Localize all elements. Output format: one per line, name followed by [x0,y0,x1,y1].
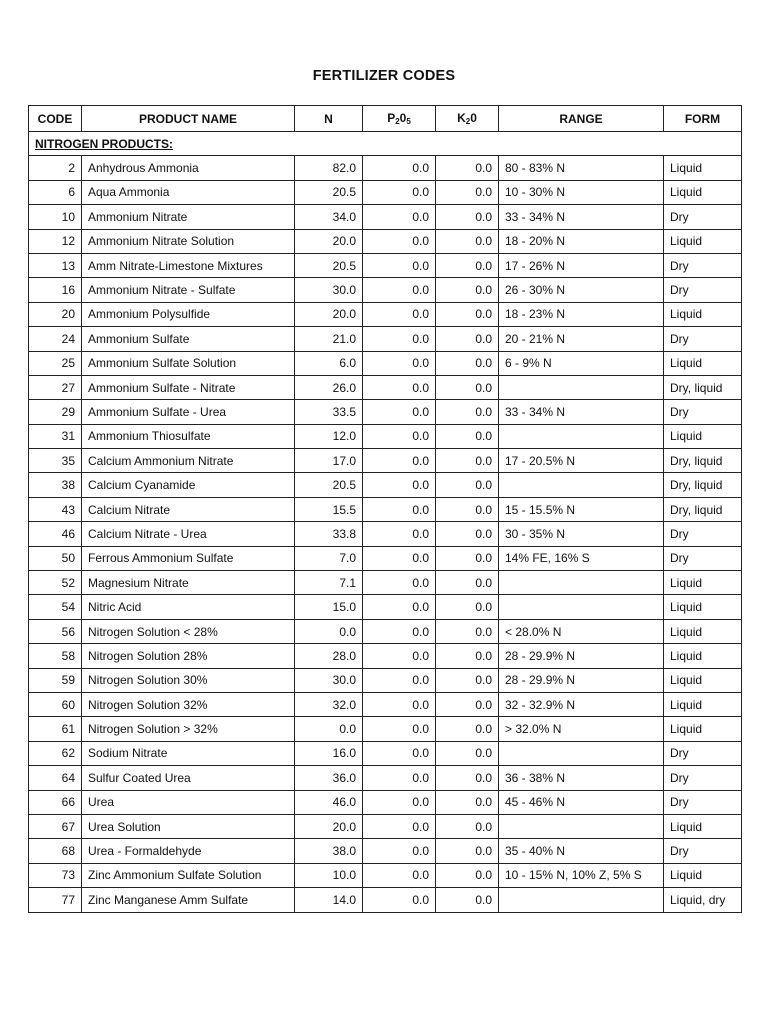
cell-p2o5: 0.0 [363,302,436,326]
cell-range: 15 - 15.5% N [499,497,664,521]
table-row [29,814,742,838]
cell-k2o: 0.0 [436,546,499,570]
cell-n: 33.5 [295,400,363,424]
cell-n: 20.5 [295,473,363,497]
cell-n: 20.5 [295,180,363,204]
cell-product-name: Zinc Ammonium Sulfate Solution [82,863,295,887]
cell-k2o: 0.0 [436,790,499,814]
table-row [29,692,742,716]
table-row [29,863,742,887]
table-row [29,668,742,692]
cell-product-name: Nitrogen Solution > 32% [82,717,295,741]
cell-k2o: 0.0 [436,814,499,838]
cell-n: 0.0 [295,717,363,741]
table-row [29,449,742,473]
cell-range: 33 - 34% N [499,205,664,229]
table-row [29,888,742,912]
cell-code: 29 [29,400,82,424]
cell-n: 7.0 [295,546,363,570]
cell-p2o5: 0.0 [363,888,436,912]
cell-range: 6 - 9% N [499,351,664,375]
cell-k2o: 0.0 [436,497,499,521]
cell-range: 45 - 46% N [499,790,664,814]
cell-form: Dry [664,278,742,302]
cell-code: 6 [29,180,82,204]
cell-n: 36.0 [295,766,363,790]
header-k2o [436,106,499,132]
cell-n: 33.8 [295,522,363,546]
cell-product-name: Calcium Nitrate - Urea [82,522,295,546]
cell-range [499,473,664,497]
cell-k2o: 0.0 [436,595,499,619]
cell-k2o: 0.0 [436,766,499,790]
cell-k2o: 0.0 [436,741,499,765]
cell-code: 61 [29,717,82,741]
cell-p2o5: 0.0 [363,668,436,692]
cell-p2o5: 0.0 [363,766,436,790]
cell-range [499,595,664,619]
table-row [29,473,742,497]
table-row [29,302,742,326]
cell-p2o5: 0.0 [363,814,436,838]
table-row [29,375,742,399]
cell-code: 43 [29,497,82,521]
cell-code: 64 [29,766,82,790]
cell-product-name: Urea Solution [82,814,295,838]
cell-product-name: Ammonium Nitrate Solution [82,229,295,253]
cell-product-name: Amm Nitrate-Limestone Mixtures [82,253,295,277]
table-header-row [29,106,742,132]
header-form: FORM [664,106,742,132]
table-row [29,546,742,570]
cell-product-name: Ammonium Nitrate - Sulfate [82,278,295,302]
cell-range: 32 - 32.9% N [499,692,664,716]
cell-n: 26.0 [295,375,363,399]
table-row [29,424,742,448]
cell-form: Dry [664,400,742,424]
cell-product-name: Sulfur Coated Urea [82,766,295,790]
cell-p2o5: 0.0 [363,449,436,473]
table-row [29,644,742,668]
section-label-nitrogen-products: NITROGEN PRODUCTS: [29,132,742,156]
cell-n: 17.0 [295,449,363,473]
cell-product-name: Nitrogen Solution 32% [82,692,295,716]
page-title: FERTILIZER CODES [312,68,456,84]
cell-k2o: 0.0 [436,253,499,277]
cell-k2o: 0.0 [436,400,499,424]
cell-range: 36 - 38% N [499,766,664,790]
table-row [29,278,742,302]
cell-k2o: 0.0 [436,205,499,229]
cell-n: 32.0 [295,692,363,716]
cell-code: 24 [29,327,82,351]
header-k2o-k: K [457,111,466,125]
cell-p2o5: 0.0 [363,278,436,302]
cell-form: Dry [664,741,742,765]
cell-n: 7.1 [295,571,363,595]
table-row [29,400,742,424]
cell-form: Liquid [664,229,742,253]
cell-range [499,571,664,595]
cell-range: 20 - 21% N [499,327,664,351]
cell-range: 26 - 30% N [499,278,664,302]
cell-code: 2 [29,156,82,180]
cell-p2o5: 0.0 [363,619,436,643]
cell-code: 10 [29,205,82,229]
cell-product-name: Nitrogen Solution 28% [82,644,295,668]
table-row [29,229,742,253]
cell-form: Liquid [664,619,742,643]
header-k2o-end: 0 [470,111,477,125]
cell-product-name: Ammonium Sulfate [82,327,295,351]
cell-form: Liquid [664,595,742,619]
cell-range [499,888,664,912]
cell-p2o5: 0.0 [363,717,436,741]
cell-n: 82.0 [295,156,363,180]
cell-form: Liquid [664,863,742,887]
table-row [29,766,742,790]
cell-form: Dry, liquid [664,375,742,399]
cell-p2o5: 0.0 [363,839,436,863]
cell-k2o: 0.0 [436,327,499,351]
cell-k2o: 0.0 [436,156,499,180]
header-p2o5-sub1: 2 [395,117,400,126]
cell-product-name: Ammonium Thiosulfate [82,424,295,448]
cell-p2o5: 0.0 [363,497,436,521]
cell-k2o: 0.0 [436,644,499,668]
cell-n: 20.0 [295,814,363,838]
table-row [29,351,742,375]
cell-product-name: Zinc Manganese Amm Sulfate [82,888,295,912]
cell-range: 28 - 29.9% N [499,644,664,668]
cell-code: 56 [29,619,82,643]
cell-code: 27 [29,375,82,399]
cell-code: 62 [29,741,82,765]
cell-k2o: 0.0 [436,571,499,595]
cell-range: 10 - 30% N [499,180,664,204]
cell-range: > 32.0% N [499,717,664,741]
table-row [29,741,742,765]
cell-code: 52 [29,571,82,595]
cell-form: Liquid, dry [664,888,742,912]
header-range: RANGE [499,106,664,132]
cell-code: 77 [29,888,82,912]
header-p2o5-sub2: 5 [406,117,411,126]
cell-range: < 28.0% N [499,619,664,643]
cell-code: 54 [29,595,82,619]
header-p2o5-p: P [387,111,396,125]
cell-n: 28.0 [295,644,363,668]
table-row [29,180,742,204]
cell-k2o: 0.0 [436,449,499,473]
cell-p2o5: 0.0 [363,571,436,595]
cell-product-name: Ammonium Sulfate Solution [82,351,295,375]
table-row [29,253,742,277]
cell-k2o: 0.0 [436,839,499,863]
cell-form: Liquid [664,717,742,741]
table-row [29,595,742,619]
cell-n: 12.0 [295,424,363,448]
cell-code: 31 [29,424,82,448]
cell-code: 68 [29,839,82,863]
cell-p2o5: 0.0 [363,327,436,351]
cell-code: 46 [29,522,82,546]
cell-form: Liquid [664,571,742,595]
cell-k2o: 0.0 [436,717,499,741]
table-row [29,497,742,521]
cell-form: Dry [664,766,742,790]
cell-k2o: 0.0 [436,424,499,448]
cell-form: Liquid [664,156,742,180]
cell-range: 18 - 23% N [499,302,664,326]
cell-product-name: Urea [82,790,295,814]
cell-code: 73 [29,863,82,887]
cell-form: Dry [664,522,742,546]
section-row [29,132,742,156]
cell-k2o: 0.0 [436,302,499,326]
cell-k2o: 0.0 [436,888,499,912]
cell-code: 35 [29,449,82,473]
cell-code: 59 [29,668,82,692]
header-product-name: PRODUCT NAME [82,106,295,132]
cell-p2o5: 0.0 [363,156,436,180]
cell-range: 17 - 20.5% N [499,449,664,473]
table-row [29,156,742,180]
table-row [29,619,742,643]
cell-p2o5: 0.0 [363,400,436,424]
cell-p2o5: 0.0 [363,692,436,716]
cell-form: Dry [664,253,742,277]
cell-form: Liquid [664,644,742,668]
cell-code: 12 [29,229,82,253]
cell-form: Liquid [664,424,742,448]
cell-form: Dry, liquid [664,497,742,521]
cell-k2o: 0.0 [436,229,499,253]
header-n: N [295,106,363,132]
cell-k2o: 0.0 [436,351,499,375]
cell-code: 16 [29,278,82,302]
cell-p2o5: 0.0 [363,522,436,546]
cell-product-name: Nitrogen Solution 30% [82,668,295,692]
header-code: CODE [29,106,82,132]
cell-code: 25 [29,351,82,375]
cell-n: 16.0 [295,741,363,765]
cell-range: 30 - 35% N [499,522,664,546]
cell-n: 0.0 [295,619,363,643]
cell-range [499,814,664,838]
cell-product-name: Anhydrous Ammonia [82,156,295,180]
cell-form: Dry, liquid [664,449,742,473]
cell-range: 10 - 15% N, 10% Z, 5% S [499,863,664,887]
cell-p2o5: 0.0 [363,253,436,277]
cell-form: Dry [664,839,742,863]
cell-k2o: 0.0 [436,473,499,497]
cell-n: 6.0 [295,351,363,375]
cell-form: Dry [664,205,742,229]
cell-n: 15.0 [295,595,363,619]
cell-p2o5: 0.0 [363,473,436,497]
cell-code: 66 [29,790,82,814]
cell-n: 15.5 [295,497,363,521]
cell-p2o5: 0.0 [363,375,436,399]
cell-product-name: Calcium Ammonium Nitrate [82,449,295,473]
cell-code: 50 [29,546,82,570]
table-row [29,522,742,546]
table-row [29,790,742,814]
cell-range: 18 - 20% N [499,229,664,253]
cell-product-name: Sodium Nitrate [82,741,295,765]
header-p2o5 [363,106,436,132]
cell-p2o5: 0.0 [363,351,436,375]
cell-code: 60 [29,692,82,716]
cell-form: Liquid [664,302,742,326]
cell-product-name: Ammonium Sulfate - Urea [82,400,295,424]
cell-product-name: Nitrogen Solution < 28% [82,619,295,643]
cell-code: 67 [29,814,82,838]
cell-range [499,424,664,448]
cell-n: 38.0 [295,839,363,863]
cell-form: Dry, liquid [664,473,742,497]
cell-form: Liquid [664,692,742,716]
cell-range: 33 - 34% N [499,400,664,424]
cell-range: 80 - 83% N [499,156,664,180]
table-row [29,717,742,741]
cell-p2o5: 0.0 [363,595,436,619]
cell-range: 28 - 29.9% N [499,668,664,692]
cell-p2o5: 0.0 [363,546,436,570]
cell-form: Dry [664,327,742,351]
cell-p2o5: 0.0 [363,229,436,253]
table-row [29,205,742,229]
cell-k2o: 0.0 [436,180,499,204]
cell-code: 13 [29,253,82,277]
cell-code: 38 [29,473,82,497]
cell-k2o: 0.0 [436,375,499,399]
cell-n: 30.0 [295,668,363,692]
fertilizer-codes-table [28,105,742,913]
cell-product-name: Nitric Acid [82,595,295,619]
cell-p2o5: 0.0 [363,790,436,814]
cell-n: 10.0 [295,863,363,887]
cell-n: 30.0 [295,278,363,302]
cell-k2o: 0.0 [436,278,499,302]
cell-product-name: Ammonium Sulfate - Nitrate [82,375,295,399]
cell-form: Dry [664,546,742,570]
cell-product-name: Ferrous Ammonium Sulfate [82,546,295,570]
cell-k2o: 0.0 [436,619,499,643]
cell-p2o5: 0.0 [363,741,436,765]
cell-range: 35 - 40% N [499,839,664,863]
table-row [29,571,742,595]
cell-n: 20.0 [295,302,363,326]
cell-product-name: Aqua Ammonia [82,180,295,204]
cell-form: Liquid [664,351,742,375]
cell-range: 14% FE, 16% S [499,546,664,570]
cell-form: Liquid [664,668,742,692]
cell-range [499,375,664,399]
cell-code: 58 [29,644,82,668]
cell-p2o5: 0.0 [363,205,436,229]
cell-range [499,741,664,765]
table-row [29,839,742,863]
cell-k2o: 0.0 [436,522,499,546]
cell-p2o5: 0.0 [363,863,436,887]
table-row [29,327,742,351]
cell-product-name: Ammonium Polysulfide [82,302,295,326]
cell-range: 17 - 26% N [499,253,664,277]
cell-product-name: Ammonium Nitrate [82,205,295,229]
header-k2o-sub: 2 [465,117,471,126]
cell-k2o: 0.0 [436,668,499,692]
cell-form: Liquid [664,814,742,838]
cell-p2o5: 0.0 [363,644,436,668]
cell-n: 21.0 [295,327,363,351]
cell-code: 20 [29,302,82,326]
cell-n: 20.5 [295,253,363,277]
cell-product-name: Magnesium Nitrate [82,571,295,595]
cell-n: 20.0 [295,229,363,253]
cell-product-name: Calcium Nitrate [82,497,295,521]
cell-form: Dry [664,790,742,814]
cell-p2o5: 0.0 [363,424,436,448]
cell-n: 14.0 [295,888,363,912]
header-p2o5-mid: 0 [399,111,407,125]
cell-k2o: 0.0 [436,692,499,716]
cell-product-name: Urea - Formaldehyde [82,839,295,863]
cell-product-name: Calcium Cyanamide [82,473,295,497]
cell-p2o5: 0.0 [363,180,436,204]
cell-form: Liquid [664,180,742,204]
cell-n: 34.0 [295,205,363,229]
cell-n: 46.0 [295,790,363,814]
cell-k2o: 0.0 [436,863,499,887]
